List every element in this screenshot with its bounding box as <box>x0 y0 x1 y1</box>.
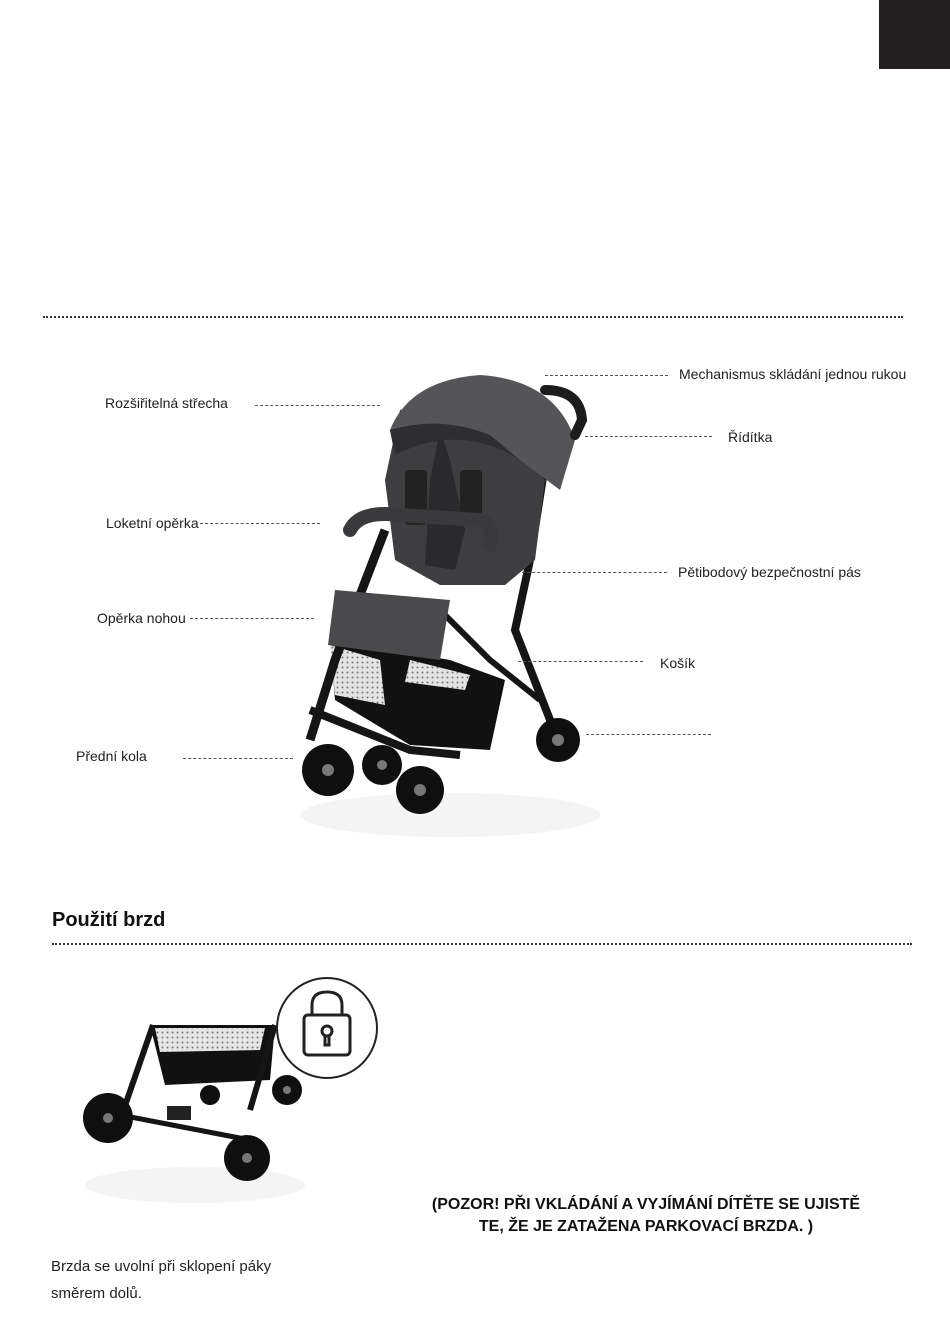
leader-armrest <box>200 523 320 524</box>
leader-handlebar <box>585 436 712 437</box>
label-extendable-canopy: Rozšiřitelná střecha <box>105 395 228 411</box>
top-divider <box>43 316 903 318</box>
stroller-image <box>290 360 600 860</box>
leader-footrest <box>190 618 314 619</box>
label-armrest: Loketní opěrka <box>106 515 199 531</box>
leader-one-hand-fold <box>545 375 668 376</box>
brake-caption <box>51 1253 351 1307</box>
leader-basket <box>518 661 643 662</box>
leader-rear-wheels <box>586 734 711 735</box>
parking-brake-warning <box>396 1194 896 1238</box>
leader-harness <box>522 572 667 573</box>
warning-line-1: (POZOR! PŘI VKLÁDÁNÍ A VYJÍMÁNÍ DÍTĚTE SE UJISTĚ <box>431 1196 861 1213</box>
label-one-hand-fold: Mechanismus skládání jednou rukou <box>679 366 907 382</box>
caption-line-1: Brzda se uvolní při sklopení páky <box>51 1258 272 1275</box>
label-basket: Košík <box>660 655 696 671</box>
leader-extendable-canopy <box>255 405 380 406</box>
warning-line-2: TE, ŽE JE ZATAŽENA PARKOVACÍ BRZDA. ) <box>478 1218 814 1235</box>
section-divider <box>52 943 912 945</box>
lock-circle <box>274 975 380 1081</box>
leader-front-wheels <box>183 758 293 759</box>
caption-line-2: směrem dolů. <box>51 1285 142 1302</box>
label-harness: Pětibodový bezpečnostní pás <box>678 564 861 580</box>
section-title: Použití brzd <box>52 909 166 931</box>
label-handlebar: Řídítka <box>728 429 773 445</box>
corner-tab <box>879 0 950 69</box>
label-front-wheels: Přední kola <box>76 748 147 764</box>
label-footrest: Opěrka nohou <box>97 610 186 626</box>
